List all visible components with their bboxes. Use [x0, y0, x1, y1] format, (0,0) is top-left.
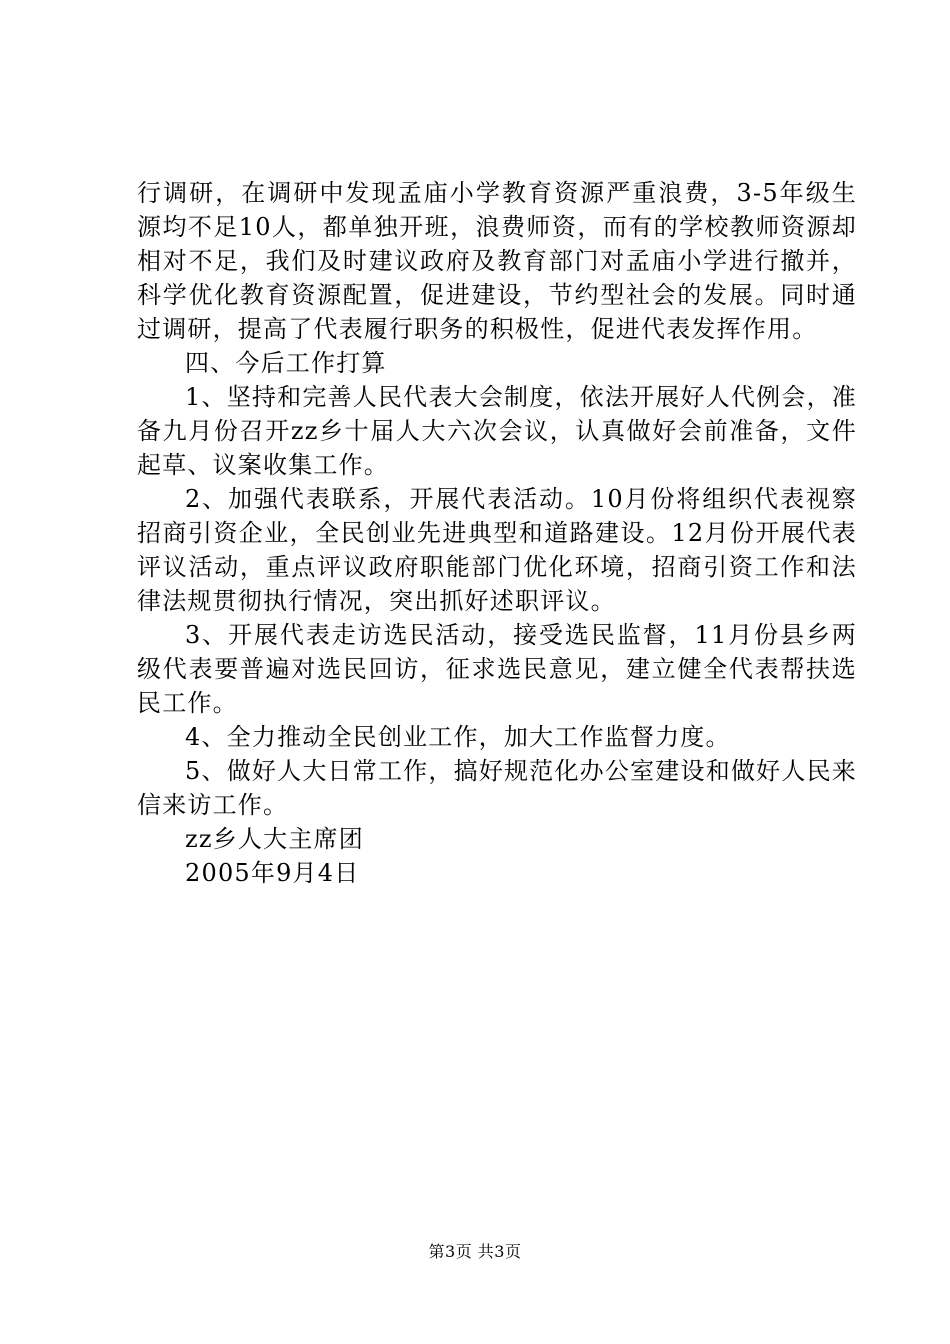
plan-item-4: 4、全力推动全民创业工作，加大工作监督力度。: [185, 723, 731, 751]
paragraph-continuation: 行调研，在调研中发现孟庙小学教育资源严重浪费，3-5年级生源均不足10人，都单独开班，浪费师资，而有的学校教师资源却相对不足，我们及时建议政府及教育部门对孟庙小学进行撤并，科学优化教育资源配置，促进建设，节约型社会的发展。同时通过调研，提高了代表履行职务的积极性，促进代表发挥作用。: [137, 179, 857, 343]
plan-item-2: 2、加强代表联系，开展代表活动。10月份将组织代表视察招商引资企业，全民创业先进典型和道路建设。12月份开展代表评议活动，重点评议政府职能部门优化环境，招商引资工作和法律法规贯彻执行情况，突出抓好述职评议。: [137, 485, 857, 615]
document-body: [137, 176, 857, 890]
signature-date: 2005年9月4日: [185, 859, 360, 887]
page-number-label: 第3页 共3页: [428, 1242, 522, 1261]
plan-item-5: 5、做好人大日常工作，搞好规范化办公室建设和做好人民来信来访工作。: [137, 757, 857, 819]
plan-item-3: 3、开展代表走访选民活动，接受选民监督，11月份县乡两级代表要普遍对选民回访，征求选民意见，建立健全代表帮扶选民工作。: [137, 621, 857, 717]
signature-organization: zz乡人大主席团: [185, 825, 364, 853]
section-heading-future-plans: 四、今后工作打算: [185, 349, 387, 377]
page-footer: [0, 1242, 950, 1262]
plan-item-1: 1、坚持和完善人民代表大会制度，依法开展好人代例会，准备九月份召开zz乡十届人大六次会议，认真做好会前准备，文件起草、议案收集工作。: [137, 383, 857, 479]
